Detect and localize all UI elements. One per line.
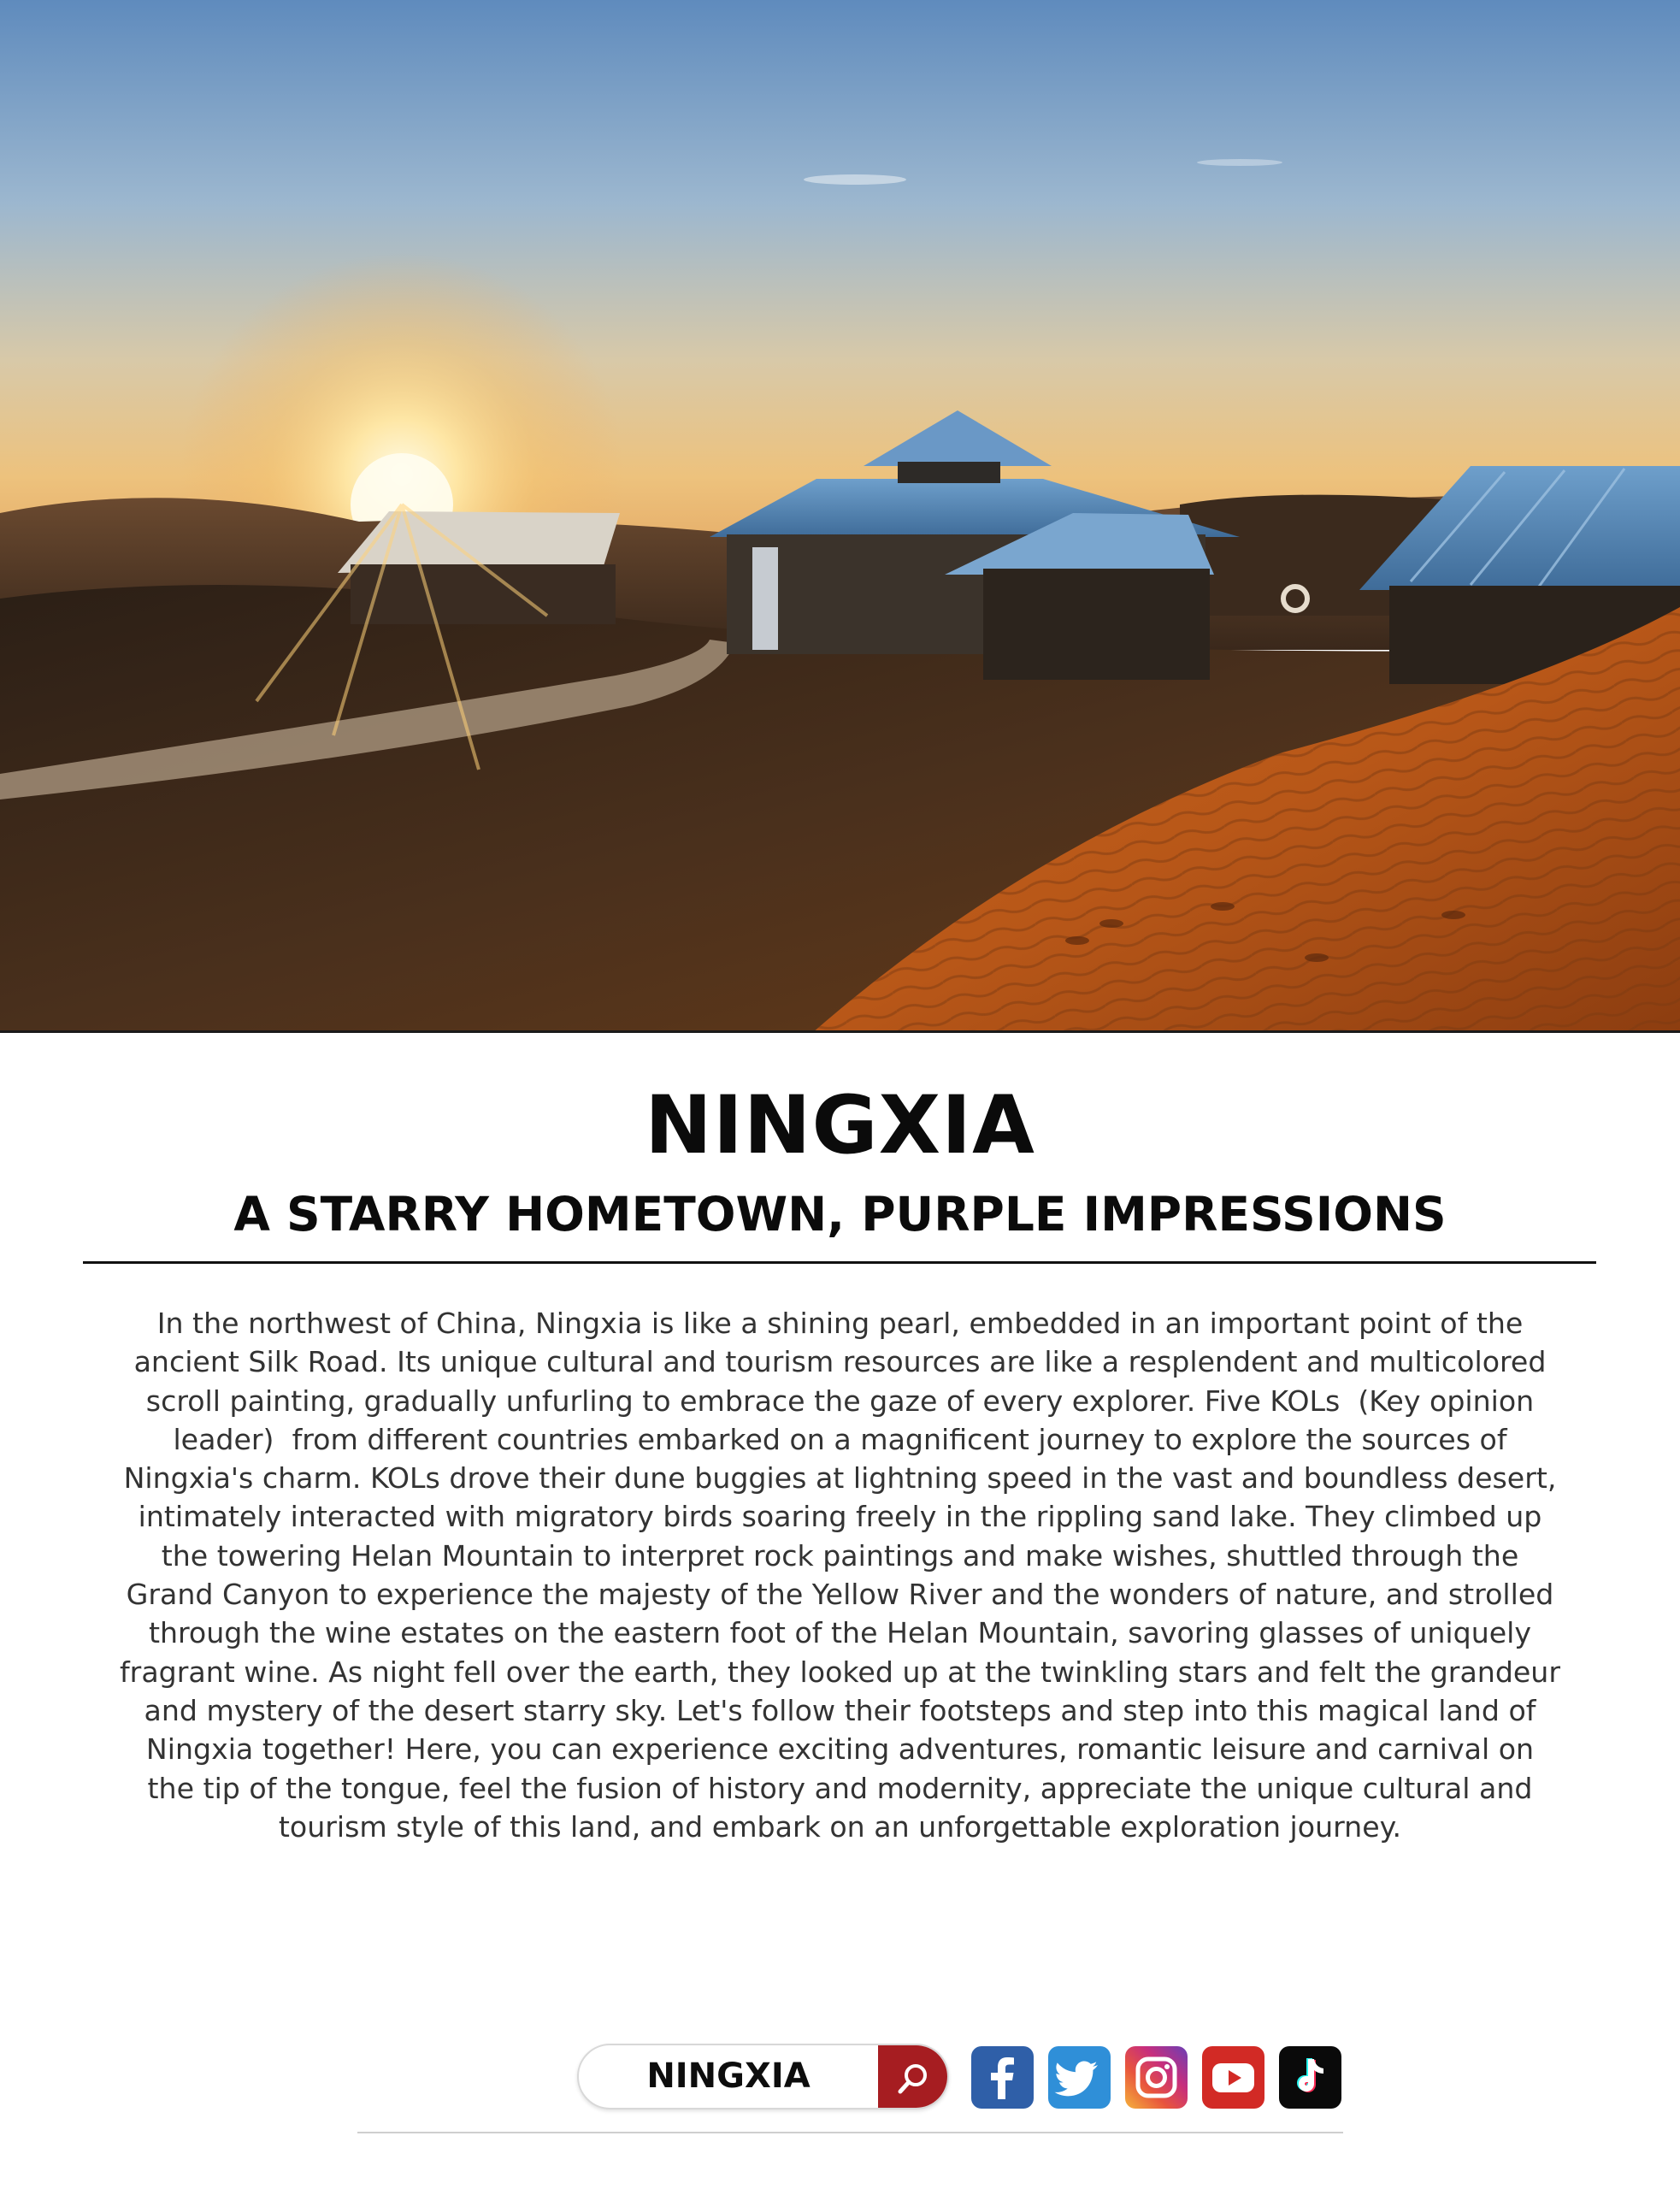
hero-image xyxy=(0,0,1680,1033)
youtube-icon[interactable] xyxy=(1202,2046,1264,2109)
page-title: NINGXIA xyxy=(645,1079,1035,1172)
page-subtitle: A STARRY HOMETOWN, PURPLE IMPRESSIONS xyxy=(233,1187,1447,1242)
article-body: In the northwest of China, Ningxia is like a shining pearl, embedded in an important point of the ancient Silk Road. Its unique cultural and tourism resources are like a resplendent and multicolored scroll painting, gradually unfurling to embrace the gaze of every explorer. Five KOLs (Key opinion leader) from different countries embarked on a magnificent journey to explore the sources of Ningxia's charm. KOLs drove their dune buggies at lightning speed in the vast and boundless desert, intimately interacted with migratory birds soaring freely in the rippling sand lake. They climbed up the towering Helan Mountain to interpret rock paintings and make wishes, shuttled through the Grand Canyon to experience the majesty of the Yellow River and the wonders of nature, and strolled through the wine estates on the eastern foot of the Helan Mountain, savoring glasses of uniquely fragrant wine. As night fell over the earth, they looked up at the twinkling stars and felt the grandeur and mystery of the desert starry sky. Let's follow their footsteps and step into this magical land of Ningxia together! Here, you can experience exciting adventures, romantic leisure and carnival on the tip of the tongue, feel the fusion of history and modernity, appreciate the unique cultural and tourism style of this land, and embark on an unforgettable exploration journey. xyxy=(120,1307,1560,1844)
search-bar[interactable] xyxy=(577,2044,949,2109)
title-divider xyxy=(83,1261,1596,1264)
footer-divider xyxy=(357,2132,1343,2133)
search-icon xyxy=(893,2059,934,2098)
twitter-icon[interactable] xyxy=(1048,2046,1111,2109)
tiktok-icon[interactable] xyxy=(1279,2046,1341,2109)
search-button[interactable] xyxy=(878,2045,949,2109)
instagram-icon[interactable] xyxy=(1125,2046,1188,2109)
search-text[interactable]: NINGXIA xyxy=(646,2056,811,2096)
facebook-icon[interactable] xyxy=(971,2046,1034,2109)
